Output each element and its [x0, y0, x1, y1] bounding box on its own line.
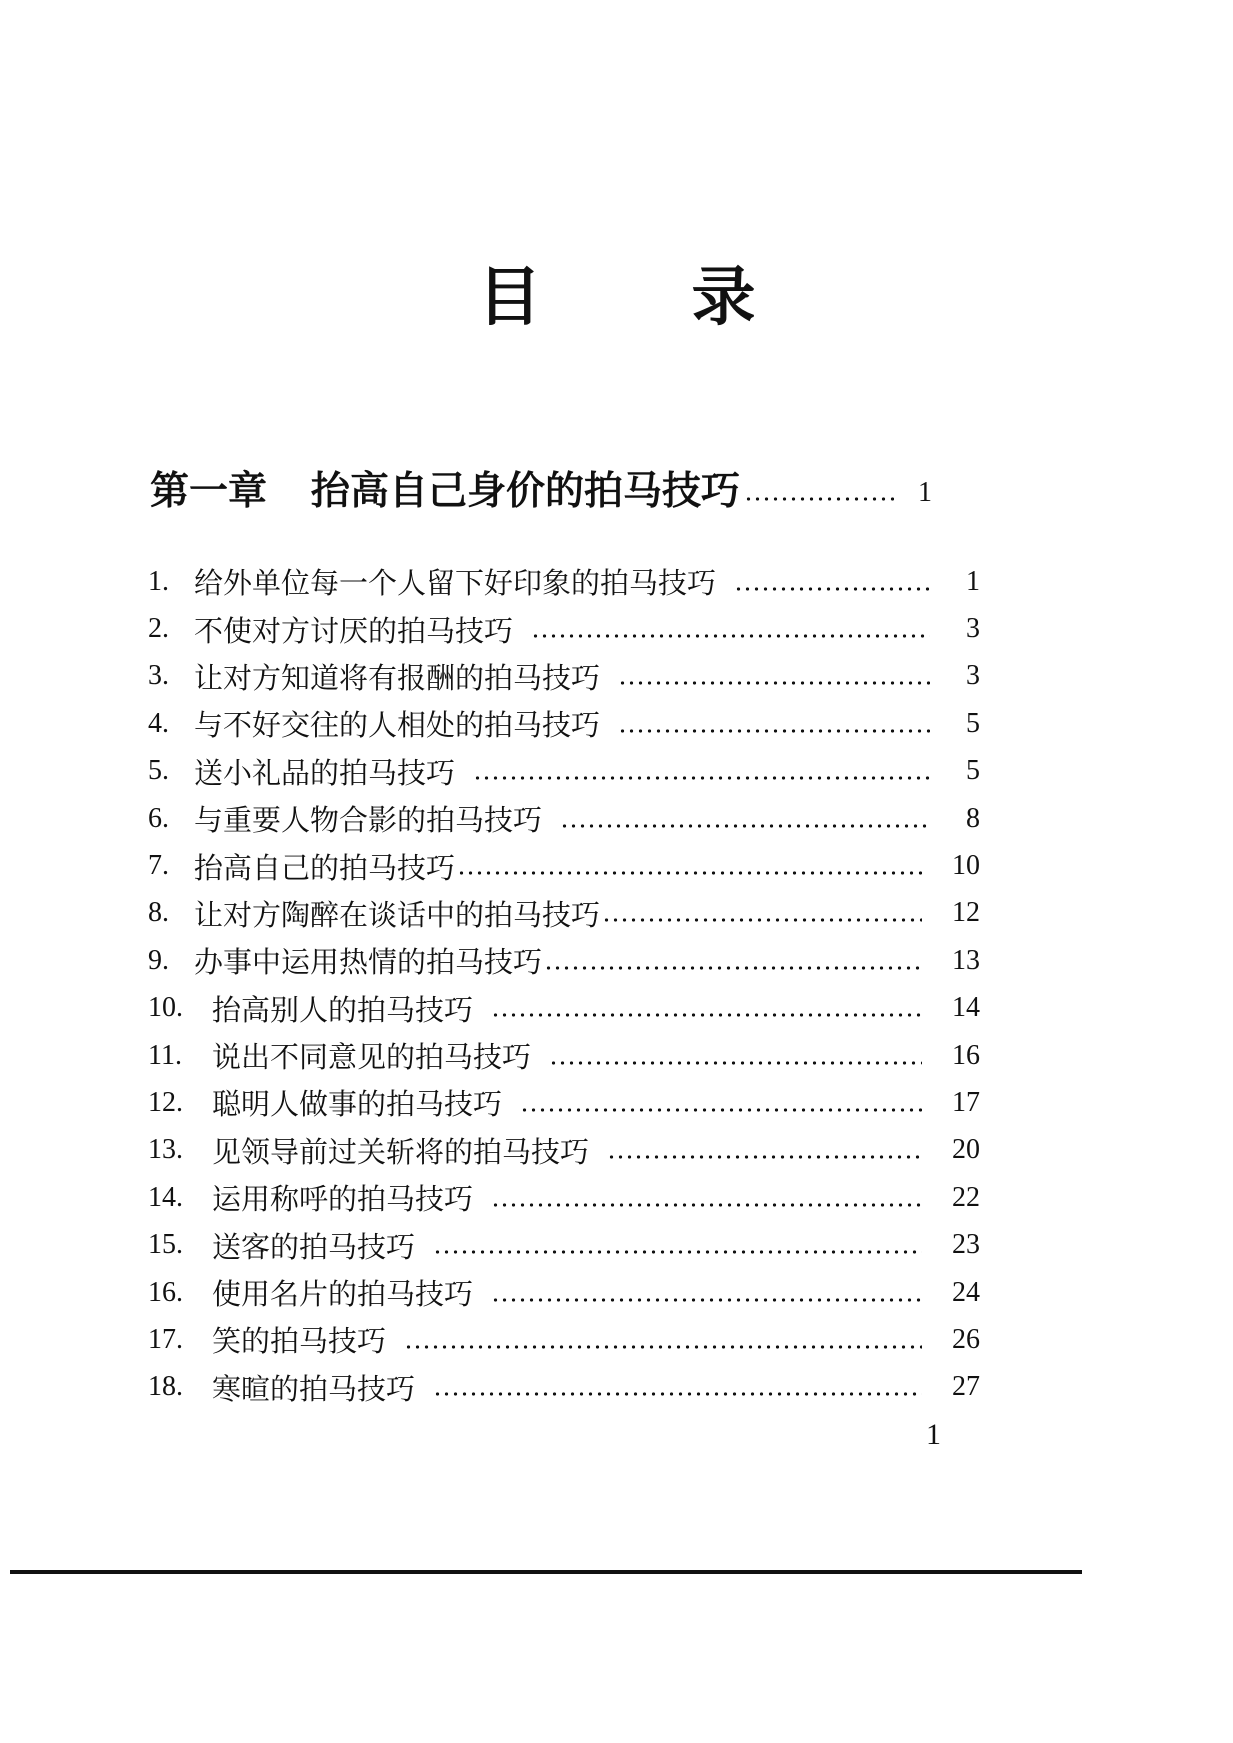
- toc-leader-dots: [531, 634, 930, 638]
- toc-entry-page: 3: [966, 660, 980, 692]
- toc-entry: [148, 1127, 980, 1174]
- toc-leader-dots: [433, 1250, 922, 1254]
- toc-entry-page: 22: [952, 1181, 980, 1213]
- toc-entry: [148, 842, 980, 889]
- toc-leader-dots: [549, 1061, 922, 1065]
- toc-entry-page: 5: [966, 755, 980, 787]
- toc-entry-number: 11.: [148, 1039, 182, 1071]
- toc-entry-title: 见领导前过关斩将的拍马技巧: [212, 1134, 590, 1169]
- toc-entry: [148, 605, 980, 652]
- toc-entry: [148, 1364, 980, 1411]
- toc-entry-page: 14: [952, 992, 980, 1024]
- toc-entry: [148, 748, 980, 795]
- toc-leader-dots: [544, 966, 922, 970]
- toc-entry-title: 让对方陶醉在谈话中的拍马技巧: [194, 897, 601, 932]
- toc-entry-number: 2.: [148, 613, 169, 645]
- chapter-page-number: 1: [918, 477, 933, 508]
- page-title-char-1: 目: [477, 261, 542, 335]
- toc-entry-number: 3.: [148, 660, 169, 692]
- chapter-label: 第一章: [150, 469, 268, 514]
- toc-entry: [148, 1032, 980, 1079]
- toc-entry: [148, 558, 980, 605]
- toc-entry-title: 办事中运用热情的拍马技巧: [194, 945, 543, 980]
- toc-entry-title: 聪明人做事的拍马技巧: [212, 1087, 503, 1122]
- toc-entry-page: 3: [966, 613, 980, 645]
- page-title-char-2: 录: [691, 261, 756, 335]
- toc-entry-title: 让对方知道将有报酬的拍马技巧: [194, 660, 601, 695]
- toc-leader-dots: [602, 918, 922, 922]
- toc-entry-number: 12.: [148, 1086, 183, 1118]
- toc-entry-number: 13.: [148, 1134, 183, 1166]
- toc-entry-page: 20: [952, 1134, 980, 1166]
- page-number: 1: [926, 1418, 941, 1451]
- toc-entry-number: 5.: [148, 755, 169, 787]
- toc-leader-dots: [433, 1392, 922, 1396]
- toc-entry-title: 与不好交往的人相处的拍马技巧: [194, 708, 601, 743]
- toc-entry-title: 给外单位每一个人留下好印象的拍马技巧: [194, 566, 717, 601]
- toc-leader-dots: [491, 1298, 922, 1302]
- toc-entry-page: 23: [952, 1229, 980, 1261]
- toc-entry: [148, 890, 980, 937]
- toc-entry-page: 26: [952, 1323, 980, 1355]
- toc-entry-page: 27: [952, 1371, 980, 1403]
- toc-entry-page: 8: [966, 802, 980, 834]
- bottom-rule: [10, 1570, 1082, 1574]
- chapter-heading: [150, 462, 978, 514]
- toc-leader-dots: [491, 1203, 922, 1207]
- toc-entry-title: 送小礼品的拍马技巧: [194, 755, 456, 790]
- toc-entry-title: 说出不同意见的拍马技巧: [212, 1040, 532, 1075]
- toc-entry-page: 13: [952, 944, 980, 976]
- toc-entry-number: 18.: [148, 1371, 183, 1403]
- toc-entry-title: 与重要人物合影的拍马技巧: [194, 803, 543, 838]
- toc-entry: [148, 1269, 980, 1316]
- toc-entry-number: 4.: [148, 707, 169, 739]
- chapter-leader-dots: [744, 497, 894, 501]
- toc-entry-title: 不使对方讨厌的拍马技巧: [194, 613, 514, 648]
- toc-entry-number: 6.: [148, 802, 169, 834]
- toc-entry-page: 5: [966, 707, 980, 739]
- toc-leader-dots: [560, 824, 930, 828]
- toc-entry: [148, 1079, 980, 1126]
- toc-entry-page: 17: [952, 1086, 980, 1118]
- toc-entry-page: 1: [966, 565, 980, 597]
- toc-entry: [148, 937, 980, 984]
- toc-entry-number: 8.: [148, 897, 169, 929]
- toc-entry-number: 10.: [148, 992, 183, 1024]
- toc-leader-dots: [491, 1013, 922, 1017]
- toc-leader-dots: [607, 1155, 922, 1159]
- toc-entry: [148, 1174, 980, 1221]
- toc-entry-number: 17.: [148, 1323, 183, 1355]
- toc-entry-title: 寒暄的拍马技巧: [212, 1371, 416, 1406]
- toc-list: [148, 558, 980, 1411]
- toc-entry-title: 抬高别人的拍马技巧: [212, 992, 474, 1027]
- toc-leader-dots: [473, 776, 930, 780]
- toc-leader-dots: [404, 1345, 922, 1349]
- page-title: [0, 258, 1233, 338]
- toc-leader-dots: [618, 681, 930, 685]
- toc-entry-title: 抬高自己的拍马技巧: [194, 850, 456, 885]
- toc-entry: [148, 1221, 980, 1268]
- toc-entry-number: 1.: [148, 565, 169, 597]
- toc-entry-title: 笑的拍马技巧: [212, 1324, 387, 1359]
- toc-leader-dots: [520, 1108, 922, 1112]
- toc-entry-title: 运用称呼的拍马技巧: [212, 1182, 474, 1217]
- toc-entry-number: 14.: [148, 1181, 183, 1213]
- toc-entry: [148, 985, 980, 1032]
- toc-entry: [148, 700, 980, 747]
- toc-entry-title: 送客的拍马技巧: [212, 1229, 416, 1264]
- toc-leader-dots: [618, 729, 930, 733]
- toc-entry-page: 12: [952, 897, 980, 929]
- chapter-title: 抬高自己身价的拍马技巧: [311, 469, 741, 514]
- toc-entry-page: 16: [952, 1039, 980, 1071]
- toc-entry: [148, 653, 980, 700]
- toc-leader-dots: [457, 871, 922, 875]
- toc-entry-number: 9.: [148, 944, 169, 976]
- toc-entry-number: 7.: [148, 850, 169, 882]
- toc-entry-number: 16.: [148, 1276, 183, 1308]
- toc-entry-number: 15.: [148, 1229, 183, 1261]
- toc-entry-page: 24: [952, 1276, 980, 1308]
- toc-entry: [148, 795, 980, 842]
- toc-entry: [148, 1316, 980, 1363]
- toc-leader-dots: [734, 587, 930, 591]
- toc-entry-title: 使用名片的拍马技巧: [212, 1277, 474, 1312]
- toc-entry-page: 10: [952, 850, 980, 882]
